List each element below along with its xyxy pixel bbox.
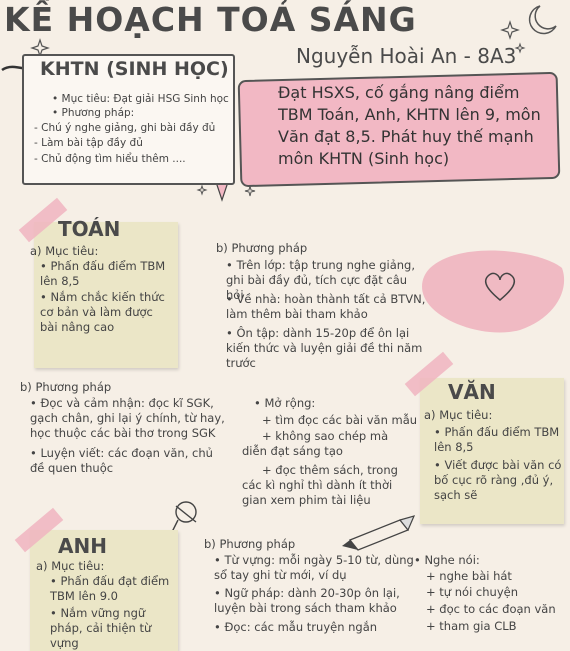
anh-goal-label: a) Mục tiêu: — [36, 559, 105, 573]
toan-goal-2: • Nắm chắc kiến thức cơ bản và làm được bài nâng cao — [40, 290, 174, 335]
anh-goal-1: • Phấn đấu đạt điểm TBM lên 9.0 — [50, 574, 174, 604]
star-icon-small — [516, 44, 524, 52]
anh-method-label: b) Phương pháp — [204, 537, 296, 551]
moon-icon — [530, 6, 556, 34]
anh-method-2: • Ngữ pháp: dành 20-30p ôn lại, luyện bài trong sách tham khảo — [214, 586, 414, 616]
van-goal-label: a) Mục tiêu: — [424, 408, 493, 422]
khtn-method-1: - Chú ý nghe giảng, ghi bài đầy đủ — [34, 122, 216, 134]
van-goal-2: • Viết được bài văn có bố cục rõ ràng ,đủ ý, sạch sẽ — [434, 458, 562, 503]
star-icon — [502, 22, 518, 38]
paint-blob — [422, 251, 564, 333]
author-name: Nguyễn Hoài An - 8A3 — [296, 44, 517, 68]
van-method-2: • Luyện viết: các đoạn văn, chủ đề quen thuộc — [30, 446, 230, 476]
van-extra-3: + đọc thêm sách, trong các kì nghỉ thì dành ít thời gian xem phim tài liệu — [242, 463, 398, 507]
khtn-method-2: - Làm bài tập đầy đủ — [34, 137, 143, 149]
anh-speak-4: + tham gia CLB — [426, 619, 517, 633]
anh-goal-2: • Nắm vững ngữ pháp, cải thiện từ vựng — [50, 606, 174, 651]
van-extra-2: + không sao chép mà diễn đạt sáng tạo — [242, 429, 389, 458]
anh-speak-1: + nghe bài hát — [426, 569, 512, 583]
anh-speak-3: + đọc to các đoạn văn — [426, 602, 556, 616]
khtn-goal: • Mục tiêu: Đạt giải HSG Sinh học — [52, 92, 229, 106]
khtn-method-label: • Phương pháp: — [52, 106, 134, 120]
page-title: KẾ HOẠCH TOẢ SÁNG — [4, 0, 417, 39]
toan-method-2: • Về nhà: hoàn thành tất cả BTVN, làm thêm bài tham khảo — [226, 292, 426, 322]
khtn-method-3: - Chủ động tìm hiểu thêm .... — [34, 153, 186, 165]
van-method-label: b) Phương pháp — [20, 380, 112, 394]
khtn-heading: KHTN (SINH HỌC) — [40, 58, 229, 80]
anh-speak-label: • Nghe nói: — [414, 553, 480, 568]
toan-goal-1: • Phấn đấu điểm TBM lên 8,5 — [40, 259, 174, 289]
toan-heading: TOÁN — [58, 217, 121, 241]
pencil-icon — [342, 516, 414, 550]
toan-method-label: b) Phương pháp — [216, 241, 308, 255]
anh-method-3: • Đọc: các mẫu truyện ngắn — [214, 620, 377, 635]
anh-speak-2: + tự nói chuyện — [426, 585, 518, 599]
van-method-1: • Đọc và cảm nhận: đọc kĩ SGK, gạch chân, ghi lại ý chính, từ hay, học thuộc các bài thơ trong SGK — [30, 396, 240, 441]
toan-method-1: • Trên lớp: tập trung nghe giảng, ghi bài đầy đủ, tích cực đặt câu hỏi — [226, 258, 426, 303]
sparkle-icon-2 — [198, 186, 206, 194]
sparkle-icon — [245, 186, 255, 196]
anh-heading: ANH — [58, 534, 107, 558]
toan-method-3: • Ôn tập: dành 15-20p để ôn lại kiến thức và luyện giải đề thi năm trước — [226, 326, 426, 371]
van-extra-label: • Mở rộng: — [254, 396, 315, 411]
anh-method-1: • Từ vựng: mỗi ngày 5-10 từ, dùng sổ tay ghi từ mới, ví dụ — [214, 553, 414, 583]
van-extra-1: + tìm đọc các bài văn mẫu — [262, 413, 418, 427]
overall-goal: Đạt HSXS, cố gắng nâng điểm TBM Toán, Anh, KHTN lên 9, môn Văn đạt 8,5. Phát huy thế mạnh môn KHTN (Sinh học) — [278, 83, 541, 168]
van-goal-1: • Phấn đấu điểm TBM lên 8,5 — [434, 425, 562, 455]
van-heading: VĂN — [448, 380, 496, 404]
toan-goal-label: a) Mục tiêu: — [30, 244, 99, 258]
